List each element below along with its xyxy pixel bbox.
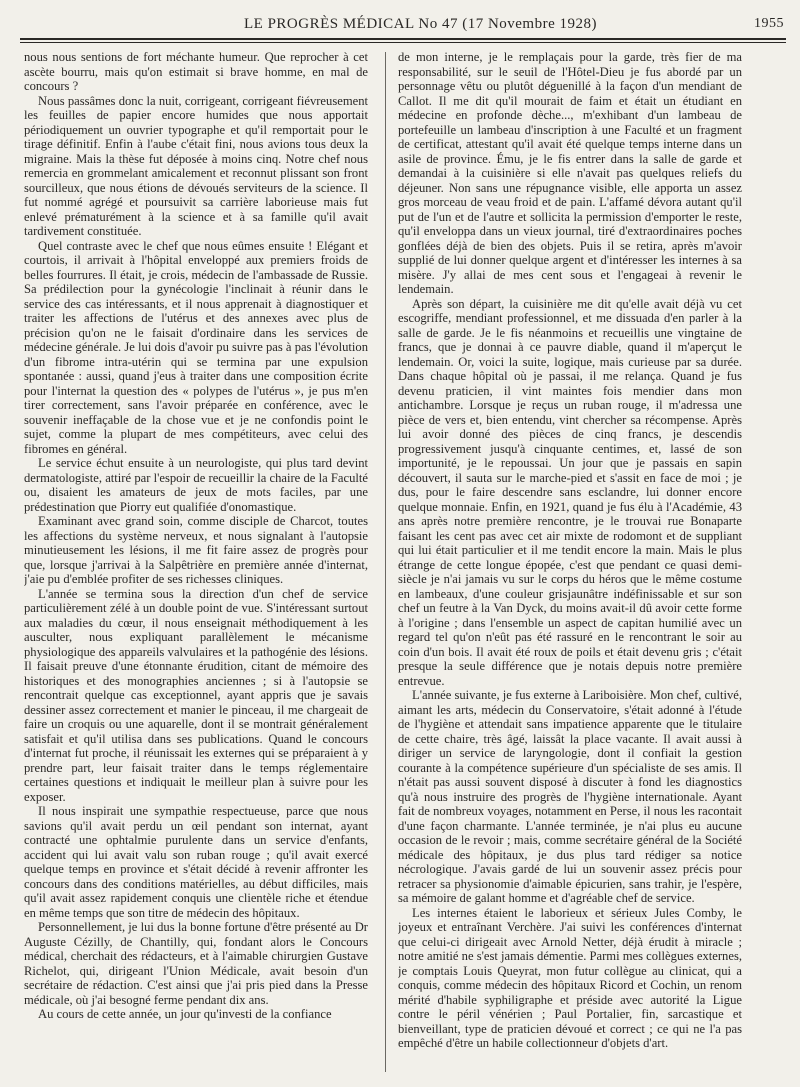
paragraph: L'année se termina sous la direction d'un chef de service particulièrement zélé à un double point de vue. S'intéressant surtout aux maladies du cœur, il nous enseignait méthodiquement à les ausculter, nous expliquant parallèlement le mécanisme physiologique des appareils valvulaires et la pathogénie des lésions. Il faisait preuve d'une étonnante érudition, citant de mémoire des historiques et des monographies anciennes ; si à l'autopsie se rencontrait quelque cas exceptionnel, ayant appris que je savais dessiner assez correctement et manier le pinceau, il me chargeait de faire un croquis ou une aquarelle, dont il se montrait généralement satisfait et qu'il utilisa dans ses publications. Quand le concours d'internat fut proche, il réunissait les externes qui se préparaient à y prendre part, leur faisait traiter dans le temps réglementaire certaines questions et indiquait le meilleur plan à suivre pour les exposer. [24,586,368,804]
right-column [398,50,742,1080]
paragraph: de mon interne, je le remplaçais pour la garde, très fier de ma responsabilité, sur le seuil de l'Hôtel-Dieu je fus abordé par un personnage vêtu ou plutôt déguenillé à la façon d'un mendiant de Callot. Il me dit qu'il mourait de faim et était un étudiant en médecine en profonde dèche..., m'exhibant d'un lambeau de portefeuille un lambeau d'inscription à une Faculté et un fragment de certificat, attestant qu'il avait été quelque temps interne dans un asile de province. Ému, je le fis entrer dans la salle de garde et demandai à la cuisinière si elle n'avait pas quelques reliefs du déjeuner. Non sans une répugnance visible, elle apporta un assez gros morceau de veau froid et de pain. L'affamé dévora autant qu'il put de l'un et de l'autre et sollicita la permission d'emporter le reste, qu'il enveloppa dans un vieux journal, tiré d'extraordinaires poches gonflées déjà de bien des objets. Puis il se retira, après m'avoir supplié de lui donner quelque argent et d'intéresser les internes à sa misère. J'y allai de mes cent sous et l'engageai à revenir le lendemain. [398,50,742,296]
paragraph: Après son départ, la cuisinière me dit qu'elle avait déjà vu cet escogriffe, mendiant professionnel, et me dissuada d'en parler à la salle de garde. Je le fis néanmoins et recueillis une vingtaine de francs, que je donnai à ce pauvre diable, quand il m'aperçut le lendemain. Or, voici la suite, logique, mais curieuse par sa durée. Dans chaque hôpital où je passai, il me relança. Quand je fus devenu praticien, il vint maintes fois mendier dans mon antichambre. Lorsque je reçus un ruban rouge, il m'adressa une pièce de vers et, bien entendu, vint chercher sa récompense. Après lui avoir donné des pièces de cinq francs, je descendis progressivement jusqu'à cinquante centimes, et, lassé de son importunité, je le repoussai. Un jour que je passais en sapin découvert, il sauta sur le marche-pied et s'assit en face de moi ; je dus, pour le faire descendre sans esclandre, lui donner encore quelque monnaie. Enfin, en 1921, quand je fus élu à l'Académie, 43 ans après notre première rencontre, je le trouvai rue Bonaparte faisant les cent pas avec cet air mixte de rodomont et de suppliant qui lui était particulier et il me tendit encore la main. Mais le plus étrange de cette longue épopée, c'est que pendant ce quasi demi-siècle je n'ai jamais vu sur le corps du héros que le même costume en lambeaux, d'une couleur grisjaunâtre indéfinissable et sur son chef un feutre à la Van Dyck, du moins avait-il dû avoir cette forme à l'origine ; dans l'ensemble un aspect de capitan humilié avec un regard tel qu'on n'eût pas été rassuré en le rencontrant le soir au coin d'un bois. Il avait été roux de poils et était devenu gris ; c'était presque la seule différence que je notais depuis notre première entrevue. [398,296,742,688]
paragraph: nous nous sentions de fort méchante humeur. Que reprocher à cet ascète bourru, mais qu'on estimait si brave homme, en mal de concours ? [24,50,368,93]
journal-title: LE PROGRÈS MÉDICAL No 47 (17 Novembre 1928) [244,16,598,32]
paragraph: Personnellement, je lui dus la bonne fortune d'être présenté au Dr Auguste Cézilly, de Chantilly, qui, fondant alors le Concours médical, cherchait des rédacteurs, et à l'aimable chirurgien Gustave Richelot, qui, dirigeant l'Union Médicale, avait besoin d'un secrétaire de rédaction. C'est ainsi que j'ai pris pied dans la Presse médicale, où j'ai besogné ferme pendant dix ans. [24,920,368,1007]
header-rule-thick [20,38,786,40]
paragraph: Le service échut ensuite à un neurologiste, qui plus tard devint dermatologiste, attiré par l'espoir de recueillir la chaire de la Faculté ou, disaient les amateurs de jeux de mots faciles, par une prédestination que Piorry eut qualifiée d'onomastique. [24,456,368,514]
paragraph: L'année suivante, je fus externe à Lariboisière. Mon chef, cultivé, aimant les arts, médecin du Conservatoire, s'était adonné à l'étude de l'hygiène et attendait sans impatience apparente que le titulaire de cette chaire, très âgé, laissât la place vacante. Il avait aussi à diriger un service de laryngologie, dont il confiait la gestion courante à la compétence supérieure d'un spécialiste de ses amis. Il n'était pas aussi souvent disposé à discuter à fond les diagnostics qu'à nous instruire des progrès de l'hygiène internationale. Ayant fait de nombreux voyages, notamment en Perse, il nous les racontait d'une façon charmante. L'année terminée, je n'ai plus eu aucune occasion de le revoir ; mais, comme secrétaire général de la Société médicale des hôpitaux, je dus plus tard rédiger sa notice nécrologique. J'avais gardé de lui un souvenir assez précis pour retracer sa physionomie d'aimable épicurien, sans trahir, je l'espère, sa mémoire de galant homme et d'agréable chef de service. [398,688,742,905]
column-divider [385,52,386,1072]
paragraph: Examinant avec grand soin, comme disciple de Charcot, toutes les affections du système nerveux, et nous signalant à l'autopsie minutieusement les lésions, il me fit faire assez de progrès pour que, lorsque j'arrivai à la Salpêtrière en première année d'internat, j'aie pu d'emblée profiter de ses richesses cliniques. [24,514,368,586]
paragraph: Il nous inspirait une sympathie respectueuse, parce que nous savions qu'il avait perdu un œil pendant son internat, ayant contracté une ophtalmie purulente dans un service d'enfants, accident qui lui avait valu son ruban rouge ; qu'il avait exercé quelque temps en province et s'était décidé à revenir affronter les concours dans des conditions matérielles, au début difficiles, mais qu'il avait assez rapidement conquis une clientèle riche et étendue en même temps que son titre de médecin des hôpitaux. [24,804,368,920]
left-column [24,50,368,1080]
paragraph: Les internes étaient le laborieux et sérieux Jules Comby, le joyeux et entraînant Verchère. J'ai suivi les conférences d'internat que celui-ci dirigeait avec Arnold Netter, déjà érudit à miracle ; notre amitié ne s'est jamais démentie. Parmi mes collègues externes, je comptais Louis Queyrat, mon futur collègue au clinicat, qui a conquis, comme médecin des hôpitaux Ricord et Cochin, un renom mérité d'habile syphiligraphe et préside avec autorité la Ligue contre le péril vénérien ; Paul Portalier, fin, sarcastique et bienveillant, type de praticien dévoué et correct ; ce qui ne l'a pas empêché d'être un habile collectionneur d'objets d'art. [398,905,742,1050]
page-header [20,14,786,38]
paragraph: Au cours de cette année, un jour qu'investi de la confiance [38,1007,332,1021]
paragraph: Quel contraste avec le chef que nous eûmes ensuite ! Elégant et courtois, il arrivait à l'hôpital enveloppé aux premiers froids de belles fourrures. Il était, je crois, médecin de l'ambassade de Russie. Sa prédilection pour la gynécologie l'inclinait à réunir dans le service des cas intéressants, et il nous apprenait à diagnostiquer et traiter les affections de l'utérus et des annexes avec plus de précision qu'on ne le faisait d'ordinaire dans les services de médecine générale. Je lui dois d'avoir pu suivre pas à pas l'évolution d'un fibrome intra-utérin qui se termina par une expulsion spontanée : aussi, quand j'eus à traiter dans une composition écrite pour l'internat la question des « polypes de l'utérus », je pus m'en tirer correctement, sans l'avoir préparée en conférence, avec le souvenir ineffaçable de la chose vue et je ne confondis point le sujet, comme la plupart de mes compétiteurs, avec celui des fibromes en général. [24,238,368,456]
header-rule-thin [20,42,786,43]
page-number: 1955 [754,16,784,31]
paragraph: Nous passâmes donc la nuit, corrigeant, corrigeant fiévreusement les feuilles de papier encore humides que nous apportait périodiquement un ouvrier typographe et qu'il remportait pour le tirage définitif. Enfin à l'aube c'était fini, nous avions tous deux la migraine. Mais la thèse fut déposée à moins cinq. Notre chef nous remercia en grommelant amicalement et reconnut plissant son front sourcilleux, que nous étions de dévoués serviteurs de la science. Il fut nommé agrégé et poursuivit sa carrière laborieuse mais fut enlevé prématurément à la science et à sa famille qu'il avait tardivement constituée. [24,93,368,238]
